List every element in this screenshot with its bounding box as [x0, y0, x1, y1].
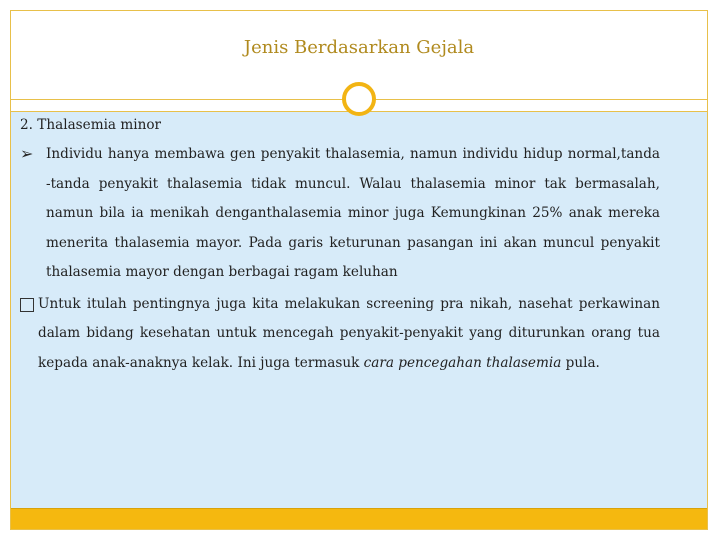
section-heading: 2. Thalasemia minor [20, 117, 162, 133]
empty-square-bullet-icon [20, 298, 34, 312]
arrow-right-bullet-icon: ➢ [20, 144, 34, 163]
arrow-bullet-item [20, 140, 660, 288]
box-bullet-item [20, 290, 660, 379]
arrow-bullet-text: Individu hanya membawa gen penyakit thalasemia, namun individu hidup normal,tanda -tanda penyakit thalasemia tidak muncul. Walau thalasemia minor tak bermasalah, namun bila ia menikah denganthalasemia minor juga Kemungkinan 25% anak mereka menerita thalasemia mayor. Pada garis keturunan pasangan ini akan muncul penyakit thalasemia mayor dengan berbagai ragam keluhan [46, 146, 660, 280]
slide-body [20, 112, 660, 378]
footer-bar [11, 508, 707, 529]
box-bullet-text-italic: cara pencegahan thalasemia [363, 354, 562, 371]
box-bullet-text-part2: pula. [561, 354, 600, 371]
circle-ornament-icon [342, 82, 376, 116]
slide-title: Jenis Berdasarkan Gejala [243, 37, 475, 58]
box-bullet-text-part1: Untuk itulah pentingnya juga kita melakukan screening pra nikah, nasehat perkawinan dalam bidang kesehatan untuk mencegah penyakit-penyakit yang diturunkan orang tua kepada anak-anaknya kelak. Ini juga termasuk [38, 295, 660, 371]
box-bullet-text [38, 290, 660, 379]
